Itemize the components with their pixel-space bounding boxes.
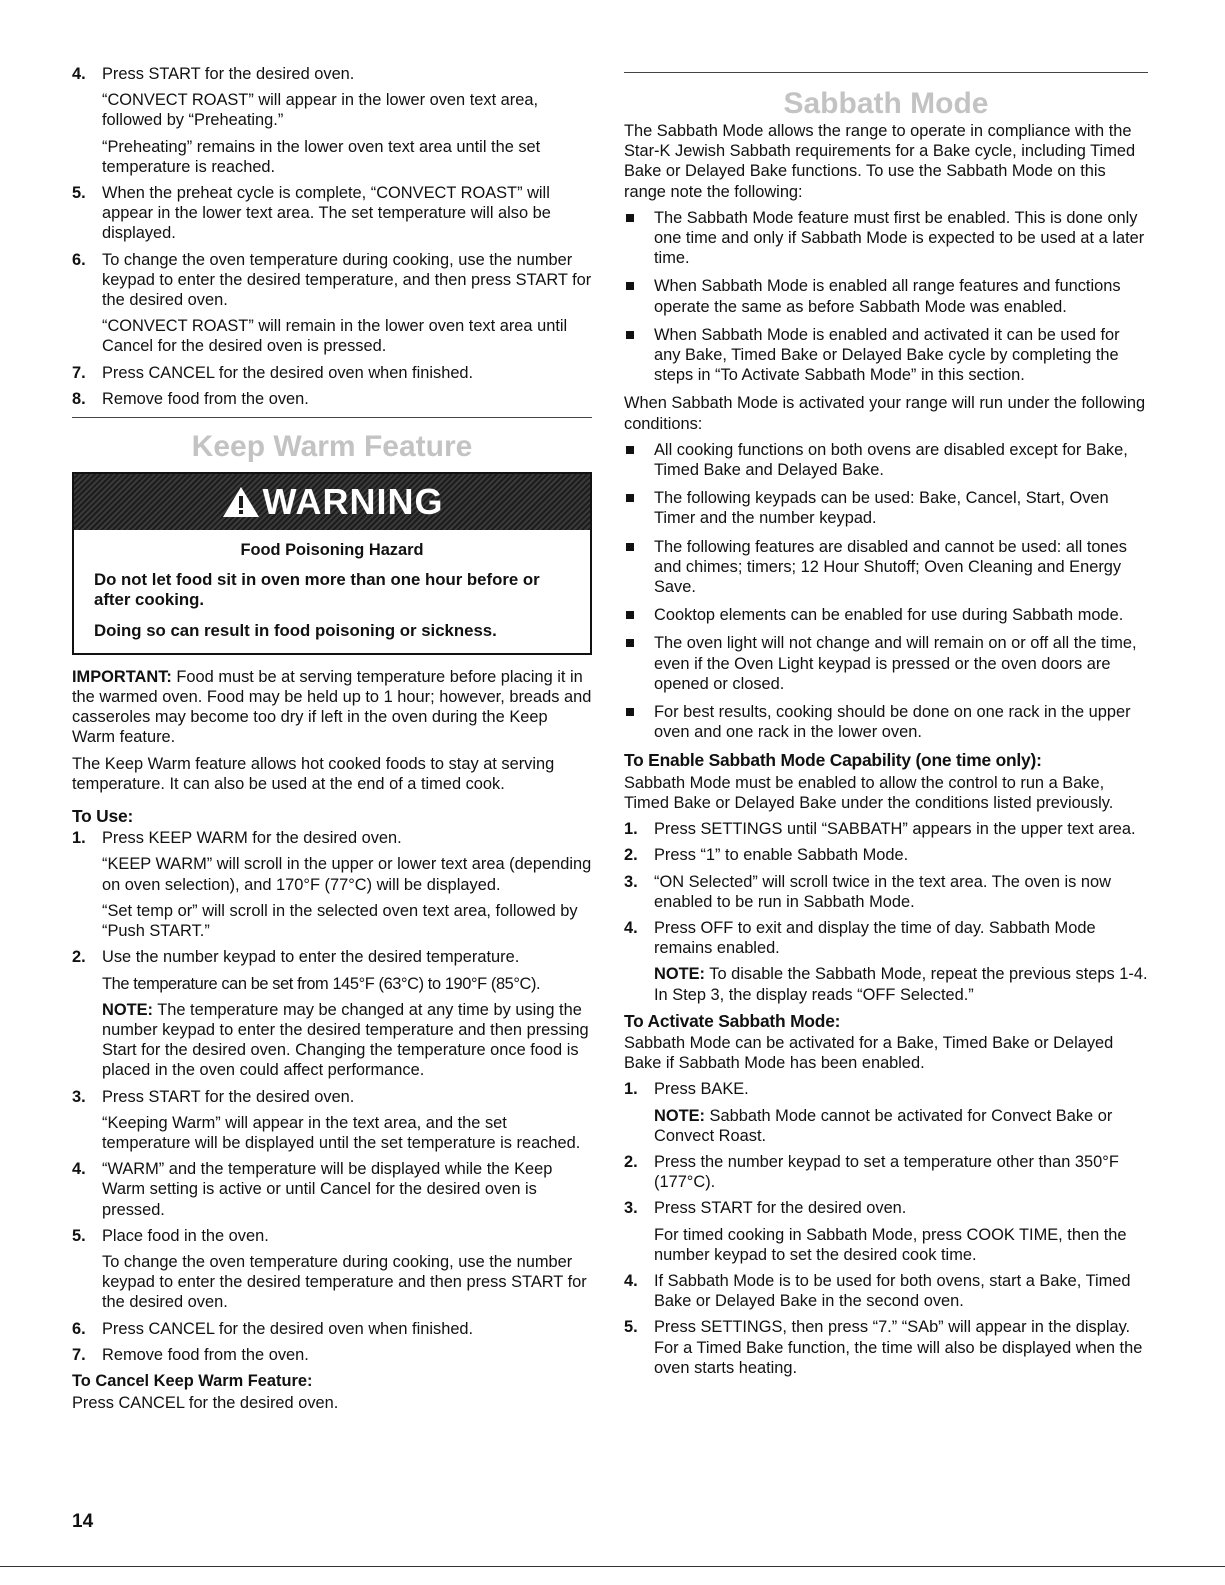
list-item [72,1319,592,1339]
enable-heading: To Enable Sabbath Mode Capability (one time only): [624,750,1042,771]
step-number: 1. [624,820,638,839]
warning-triangle-icon [221,485,261,519]
important-label: IMPORTANT: [72,667,172,686]
step-number: 3. [72,1087,86,1106]
left-column [72,64,592,1419]
bullet-text: The Sabbath Mode feature must first be enabled. This is done only one time and only if Sabbath Mode is expected to be used at a later time. [654,208,1145,268]
note-label: NOTE: [654,965,705,984]
step-number: 2. [72,948,86,967]
list-item [72,183,592,244]
step-text: When the preheat cycle is complete, “CONVECT ROAST” will appear in the lower text area. The set temperature will also be displayed. [102,184,551,243]
list-item [72,1159,592,1220]
cancel-heading: To Cancel Keep Warm Feature: [72,1371,313,1390]
keep-warm-title: Keep Warm Feature [191,430,473,464]
list-item [624,872,1148,912]
step-number: 5. [72,184,86,203]
page-number: 14 [72,1511,94,1532]
list-item [624,1152,1148,1192]
list-item [624,702,1148,742]
bullet-text: The following keypads can be used: Bake, Cancel, Start, Oven Timer and the number keypad. [654,489,1109,528]
bullet-icon [626,611,634,619]
warning-line: Do not let food sit in oven more than one hour before or after cooking. [94,570,540,610]
list-item [624,276,1148,316]
step-number: 1. [72,829,86,848]
keep-warm-intro: The Keep Warm feature allows hot cooked foods to stay at serving temperature. It can also be used at the end of a timed cook. [72,754,555,793]
conditions-intro: When Sabbath Mode is activated your range will run under the following conditions: [624,394,1146,433]
step-text: Press KEEP WARM for the desired oven. [102,829,402,848]
step-text: Use the number keypad to enter the desired temperature. [102,948,520,967]
list-item [72,1226,592,1313]
important-text: Food must be at serving temperature before placing it in the warmed oven. Food may be held up to 1 hour; however, breads and casseroles may become too dry if left in the oven during the Keep Warm feature. [72,667,592,747]
note-text: To disable the Sabbath Mode, repeat the previous steps 1-4. In Step 3, the display reads “OFF Selected.” [654,965,1148,1004]
step-number: 2. [624,846,638,865]
bullet-text: Cooktop elements can be enabled for use during Sabbath mode. [654,606,1124,625]
step-number: 1. [624,1080,638,1099]
bullet-text: For best results, cooking should be done on one rack in the upper oven and one rack in the lower oven. [654,703,1131,742]
step-text: For timed cooking in Sabbath Mode, press COOK TIME, then the number keypad to set the desired cook time. [654,1225,1127,1264]
activate-intro: Sabbath Mode can be activated for a Bake, Timed Bake or Delayed Bake if Sabbath Mode has been enabled. [624,1033,1114,1073]
bullet-text: The following features are disabled and cannot be used: all tones and chimes; timers; 12 Hour Shutoff; Oven Cleaning and Energy Save. [654,537,1127,597]
step-text: “ON Selected” will scroll twice in the text area. The oven is now enabled to be run in Sabbath Mode. [654,872,1112,911]
step-number: 3. [624,1199,638,1218]
step-text: “CONVECT ROAST” will appear in the lower oven text area, followed by “Preheating.” [102,91,539,130]
step-text: Press START for the desired oven. [102,1087,355,1106]
note-text: The temperature may be changed at any time by using the number keypad to enter the desired temperature and then pressing Start for the desired oven. Changing the temperature once food is placed in the oven could affect performance. [102,1000,589,1080]
step-number: 7. [72,1345,86,1364]
step-text: Press OFF to exit and display the time of day. Sabbath Mode remains enabled. [654,918,1096,958]
bullet-icon [626,282,634,290]
list-item [624,918,1148,1005]
list-item [624,605,1148,625]
convect-roast-steps [72,64,592,409]
section-divider [624,72,1148,73]
bullet-icon [626,446,634,454]
bullet-icon [626,543,634,551]
hazard-title: Food Poisoning Hazard [240,541,424,560]
step-number: 3. [624,872,638,891]
list-item [624,440,1148,480]
step-number: 4. [624,918,638,937]
right-column [624,64,1148,1384]
step-text: “Set temp or” will scroll in the selected oven text area, followed by “Push START.” [102,901,578,941]
step-number: 7. [72,363,86,382]
bullet-text: All cooking functions on both ovens are disabled except for Bake, Timed Bake and Delayed Bake. [654,440,1128,480]
warning-label: WARNING [262,480,444,522]
step-text: If Sabbath Mode is to be used for both ovens, start a Bake, Timed Bake or Delayed Bake in the second oven. [654,1271,1131,1311]
warning-banner [74,474,590,530]
bullet-icon [626,708,634,716]
step-note [102,1000,592,1081]
bullet-icon [626,214,634,222]
step-text: Press START for the desired oven. [102,65,355,83]
list-item [72,64,592,177]
step-number: 4. [72,1160,86,1179]
enable-steps [624,819,1148,1005]
list-item [72,947,592,1080]
warning-line: Doing so can result in food poisoning or sickness. [94,620,497,640]
sabbath-notes-list [624,208,1148,386]
step-text: Press CANCEL for the desired oven when finished. [102,363,474,382]
step-number: 2. [624,1152,638,1171]
bullet-text: The oven light will not change and will remain on or off all the time, even if the Oven Light keypad is pressed or the oven doors are opened or closed. [654,634,1137,693]
step-number: 5. [72,1226,86,1245]
step-text: For a Timed Bake function, the time will also be displayed when the oven starts heating. [654,1338,1143,1377]
step-text: Press the number keypad to set a temperature other than 350°F (177°C). [654,1152,1119,1192]
step-text: “Keeping Warm” will appear in the text area, and the set temperature will be displayed until the set temperature is reached. [102,1113,581,1152]
step-text: To change the oven temperature during cooking, use the number keypad to enter the desired temperature, and then press START for the desired oven. [102,250,592,310]
list-item [624,1317,1148,1378]
step-text: Press SETTINGS until “SABBATH” appears in the upper text area. [654,820,1136,839]
list-item [72,828,592,941]
activate-steps [624,1079,1148,1378]
list-item [624,819,1148,839]
list-item [624,488,1148,528]
list-item [624,325,1148,386]
list-item [72,250,592,357]
list-item [624,845,1148,865]
bullet-text: When Sabbath Mode is enabled and activated it can be used for any Bake, Timed Bake or Delayed Bake cycle by completing the steps in “To Activate Sabbath Mode” in this section. [654,325,1120,385]
step-text: Press START for the desired oven. [654,1199,907,1218]
step-text: Remove food from the oven. [102,1345,309,1364]
step-text: Place food in the oven. [102,1226,269,1245]
step-text: “KEEP WARM” will scroll in the upper or lower text area (depending on oven selection), and 170°F (77°C) will be displayed. [102,855,592,894]
step-note [654,964,1148,1004]
step-text: Press “1” to enable Sabbath Mode. [654,846,909,865]
list-item [624,1079,1148,1146]
list-item [72,1345,592,1365]
step-text: Press CANCEL for the desired oven when finished. [102,1319,474,1338]
step-note [654,1106,1148,1146]
step-text: Press BAKE. [654,1080,749,1099]
enable-intro: Sabbath Mode must be enabled to allow the control to run a Bake, Timed Bake or Delayed Bake under the conditions listed previously. [624,773,1114,812]
step-number: 8. [72,389,86,408]
bullet-text: When Sabbath Mode is enabled all range features and functions operate the same as before Sabbath Mode was enabled. [654,277,1121,316]
list-item [624,633,1148,694]
list-item [624,1271,1148,1311]
note-text: Sabbath Mode cannot be activated for Convect Bake or Convect Roast. [654,1106,1113,1145]
bullet-icon [626,331,634,339]
list-item [72,389,592,409]
list-item [72,1087,592,1154]
warning-box [72,472,592,655]
sabbath-intro: The Sabbath Mode allows the range to operate in compliance with the Star-K Jewish Sabbath requirements for a Bake cycle, including Timed Bake or Delayed Bake functions. To use the Sabbath Mode on this range note the following: [624,122,1136,201]
section-divider [72,417,592,418]
step-number: 6. [72,250,86,269]
step-text: “Preheating” remains in the lower oven text area until the set temperature is reached. [102,137,541,176]
list-item [624,1198,1148,1265]
step-text: Remove food from the oven. [102,389,309,408]
footer-divider [0,1566,1225,1567]
step-number: 6. [72,1319,86,1338]
important-paragraph [72,667,592,748]
note-label: NOTE: [102,1000,153,1019]
step-text: “CONVECT ROAST” will remain in the lower oven text area until Cancel for the desired oven is pressed. [102,317,568,356]
list-item [624,208,1148,269]
cancel-text: Press CANCEL for the desired oven. [72,1394,339,1413]
to-use-heading: To Use: [72,806,134,827]
sabbath-conditions-list [624,440,1148,743]
list-item [72,363,592,383]
step-text: To change the oven temperature during cooking, use the number keypad to enter the desired temperature and then press START for the desired oven. [102,1252,587,1312]
sabbath-title: Sabbath Mode [783,87,989,120]
step-text: “WARM” and the temperature will be displayed while the Keep Warm setting is active or until Cancel for the desired oven is pressed. [102,1160,553,1219]
note-label: NOTE: [654,1106,705,1125]
bullet-icon [626,639,634,647]
step-number: 4. [624,1271,638,1290]
list-item [624,537,1148,598]
step-text: Press SETTINGS, then press “7.” “SAb” will appear in the display. [654,1318,1131,1337]
step-text: The temperature can be set from 145°F (63°C) to 190°F (85°C). [102,974,541,993]
keep-warm-steps [72,828,592,1365]
step-number: 5. [624,1318,638,1337]
step-number: 4. [72,65,86,83]
bullet-icon [626,494,634,502]
activate-heading: To Activate Sabbath Mode: [624,1010,841,1031]
